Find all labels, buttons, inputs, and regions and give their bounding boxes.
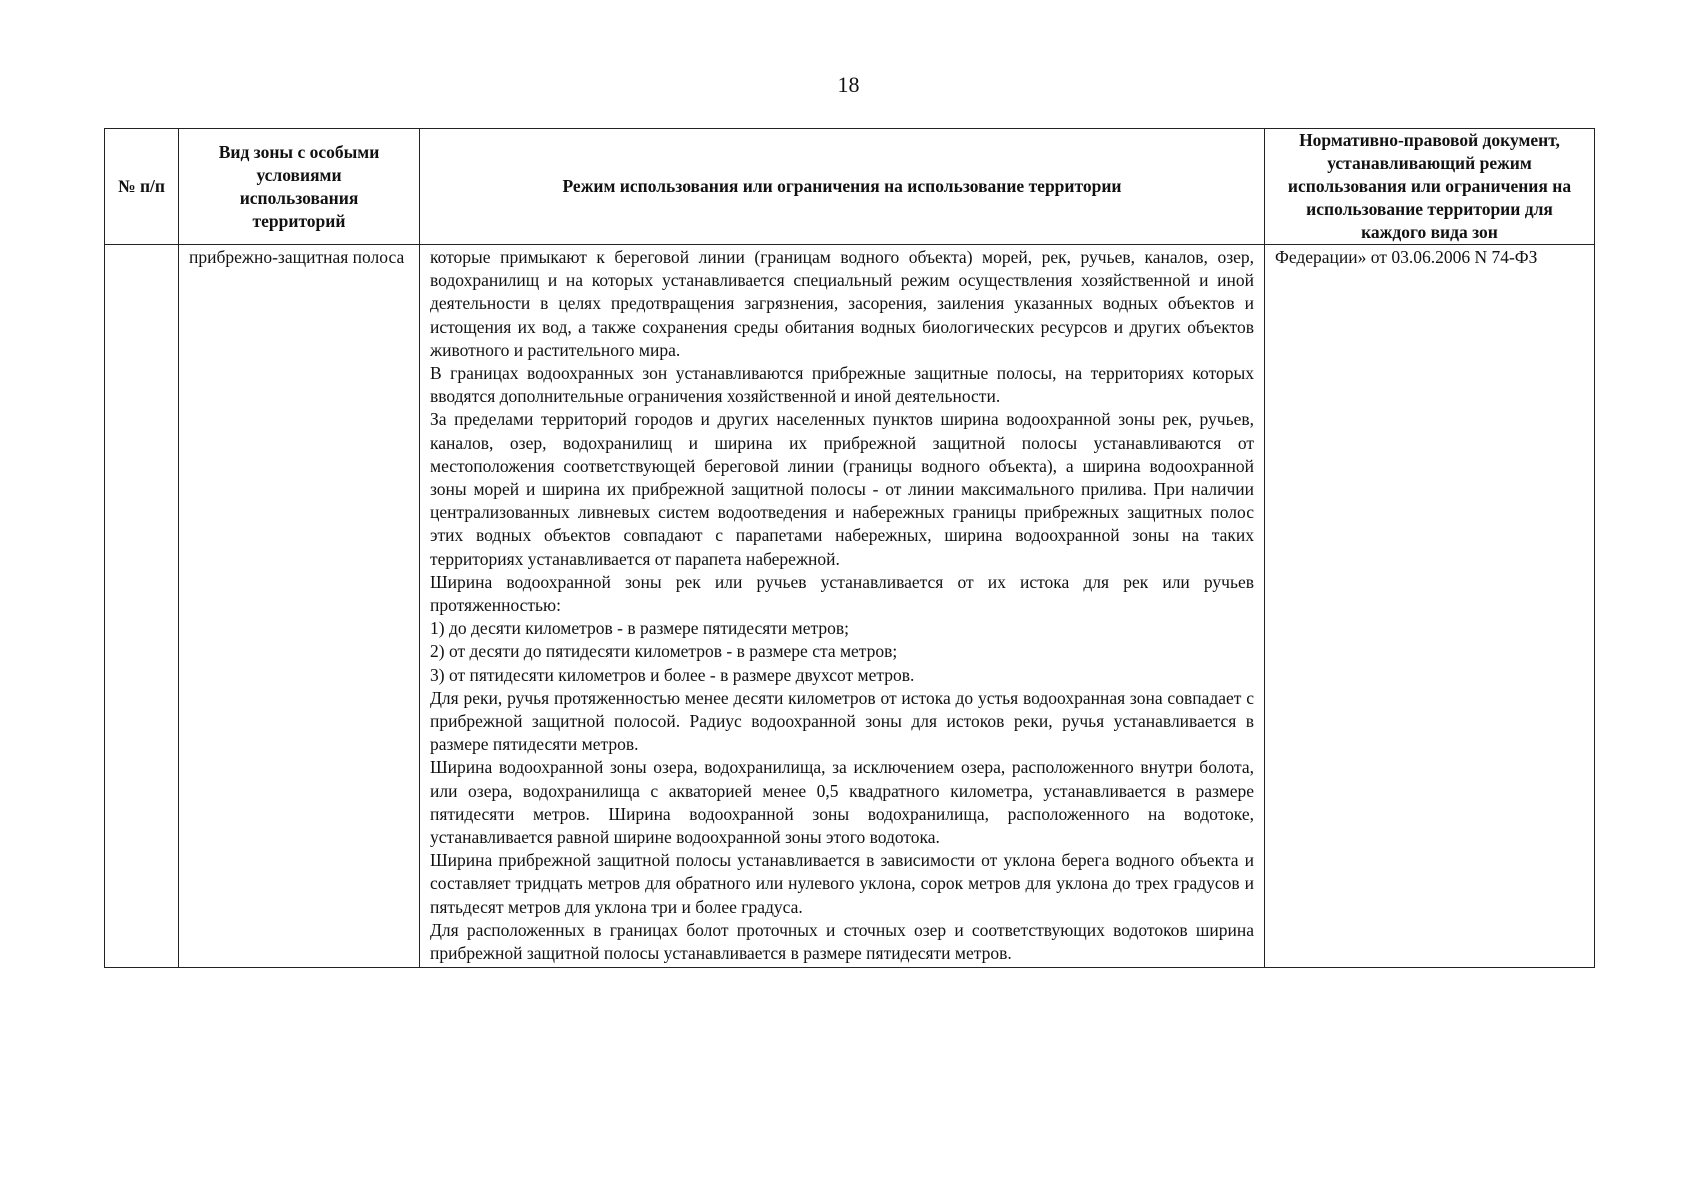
regime-list-item: 1) до десяти километров - в размере пятидесяти метров; <box>430 618 849 639</box>
table-row <box>105 245 1595 968</box>
page-number: 18 <box>837 72 860 97</box>
zones-table <box>104 128 1595 968</box>
table-header-row <box>105 129 1595 245</box>
header-zone-type: Вид зоны с особыми условиями использования территорий <box>179 129 420 245</box>
regime-paragraph: Для расположенных в границах болот проточных и сточных озер и соответствующих водотоков ширина прибрежной защитной полосы устанавливается в размере пятидесяти метров. <box>430 919 1254 964</box>
cell-num <box>105 245 179 968</box>
regime-paragraph: которые примыкают к береговой линии (границам водного объекта) морей, рек, ручьев, каналов, озер, водохранилищ и на которых устанавливается специальный режим осуществления хозяйственной и иной деятельности в целях предотвращения загрязнения, засорения, заиления указанных водных объектов и истощения их вод, а также сохранения среды обитания водных биологических ресурсов и других объектов животного и растительного мира. <box>430 247 1254 360</box>
regime-paragraph: Ширина водоохранной зоны рек или ручьев устанавливается от их истока для рек или ручьев протяженностью: <box>430 571 1254 616</box>
regime-paragraph: Ширина прибрежной защитной полосы устанавливается в зависимости от уклона берега водного объекта и составляет тридцать метров для обратного или нулевого уклона, сорок метров для уклона до трех градусов и пятьдесят метров для уклона три и более градуса. <box>430 850 1254 917</box>
cell-regime <box>420 245 1265 968</box>
header-normative-doc: Нормативно-правовой документ, устанавливающий режим использования или ограничения на использование территории для каждого вида зон <box>1265 129 1595 245</box>
regime-paragraph: За пределами территорий городов и других населенных пунктов ширина водоохранной зоны рек, ручьев, каналов, озер, водохранилищ и ширина их прибрежной защитной полосы устанавливаются от местоположения соответствующей береговой линии (границы водного объекта), а ширина водоохранной зоны морей и ширина их прибрежной защитной полосы - от линии максимального прилива. При наличии централизованных ливневых систем водоотведения и набережных границы прибрежных защитных полос этих водных объектов совпадают с парапетами набережных, ширина водоохранной зоны на таких территориях устанавливается от парапета набережной. <box>430 409 1254 569</box>
regime-list-item: 3) от пятидесяти километров и более - в размере двухсот метров. <box>430 664 915 685</box>
regime-paragraph: Ширина водоохранной зоны озера, водохранилища, за исключением озера, расположенного внутри болота, или озера, водохранилища с акваторией менее 0,5 квадратного километра, устанавливается в размере пятидесяти метров. Ширина водоохранной зоны водохранилища, расположенного на водотоке, устанавливается равной ширине водоохранной зоны этого водотока. <box>430 757 1254 848</box>
regime-paragraph: В границах водоохранных зон устанавливаются прибрежные защитные полосы, на территориях которых вводятся дополнительные ограничения хозяйственной и иной деятельности. <box>430 363 1254 407</box>
regime-paragraph: Для реки, ручья протяженностью менее десяти километров от истока до устья водоохранная зона совпадает с прибрежной защитной полосой. Радиус водоохранной зоны для истоков реки, ручья устанавливается в размере пятидесяти метров. <box>430 687 1254 755</box>
header-num: № п/п <box>105 129 179 245</box>
regime-list-item: 2) от десяти до пятидесяти километров - в размере ста метров; <box>430 641 898 662</box>
cell-normative-doc: Федерации» от 03.06.2006 N 74-ФЗ <box>1265 245 1595 968</box>
header-regime: Режим использования или ограничения на использование территории <box>420 129 1265 245</box>
cell-zone-type: прибрежно-защитная полоса <box>179 245 420 968</box>
